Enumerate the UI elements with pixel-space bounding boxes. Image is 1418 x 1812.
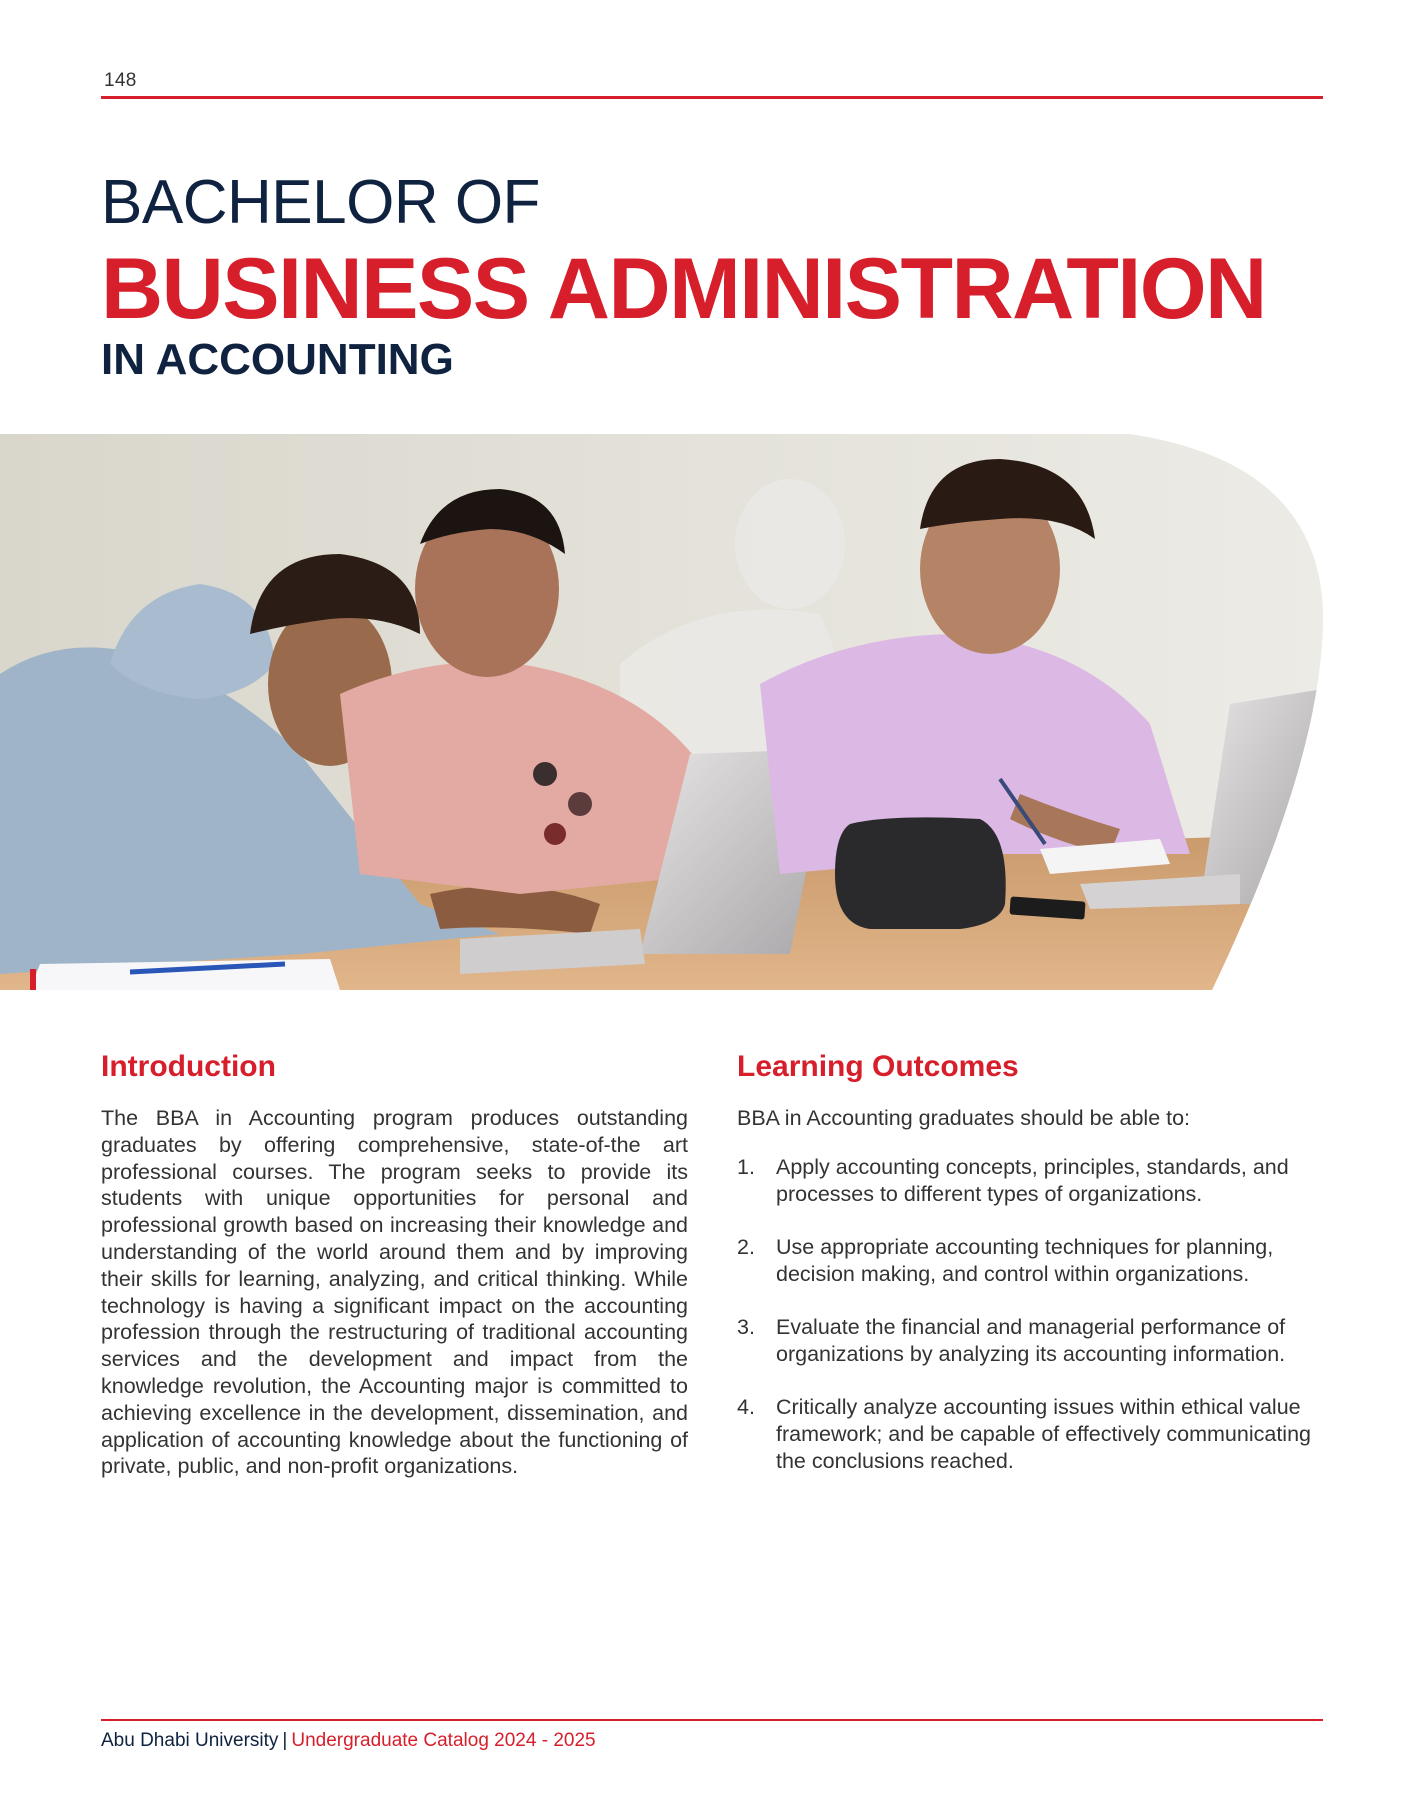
introduction-section [101, 1050, 688, 1480]
footer-university: Abu Dhabi University [101, 1730, 279, 1751]
learning-outcomes-list [737, 1154, 1323, 1475]
introduction-heading: Introduction [101, 1050, 276, 1083]
list-item-text: Critically analyze accounting issues within ethical value framework; and be capable of effectively communicating the conclusions reached. [776, 1395, 1311, 1473]
hero-photo [0, 434, 1323, 990]
list-item [737, 1394, 1323, 1475]
list-item-number: 2. [737, 1235, 755, 1259]
list-item-number: 1. [737, 1155, 755, 1179]
header-rule [101, 96, 1323, 99]
footer-separator: | [282, 1730, 288, 1751]
list-item [737, 1314, 1323, 1368]
title-bachelor-of: BACHELOR OF [101, 168, 540, 237]
title-in-accounting: IN ACCOUNTING [101, 335, 454, 384]
footer [101, 1730, 596, 1752]
list-item-text: Apply accounting concepts, principles, standards, and processes to different types of organizations. [776, 1155, 1289, 1206]
list-item-text: Evaluate the financial and managerial performance of organizations by analyzing its accounting information. [776, 1315, 1286, 1366]
list-item [737, 1234, 1323, 1288]
learning-outcomes-section [737, 1050, 1323, 1501]
list-item-number: 4. [737, 1395, 755, 1419]
list-item [737, 1154, 1323, 1208]
learning-outcomes-heading: Learning Outcomes [737, 1050, 1019, 1083]
title-business-administration: BUSINESS ADMINISTRATION [101, 241, 1266, 337]
page-number: 148 [104, 70, 137, 91]
footer-catalog: Undergraduate Catalog 2024 - 2025 [291, 1730, 596, 1751]
footer-rule [101, 1719, 1323, 1721]
learning-outcomes-lead: BBA in Accounting graduates should be able to: [737, 1106, 1191, 1130]
introduction-body: The BBA in Accounting program produces outstanding graduates by offering comprehensive, state-of-the art professional courses. The program seeks to provide its students with unique opportunities for personal and professional growth based on increasing their knowledge and understanding of the world around them and by improving their skills for learning, analyzing, and critical thinking. While technology is having a significant impact on the accounting profession through the restructuring of traditional accounting services and the development and impact from the knowledge revolution, the Accounting major is committed to achieving excellence in the development, dissemination, and application of accounting knowledge about the functioning of private, public, and non-profit organizations. [101, 1106, 688, 1479]
list-item-text: Use appropriate accounting techniques for planning, decision making, and control within organizations. [776, 1235, 1274, 1286]
list-item-number: 3. [737, 1315, 755, 1339]
